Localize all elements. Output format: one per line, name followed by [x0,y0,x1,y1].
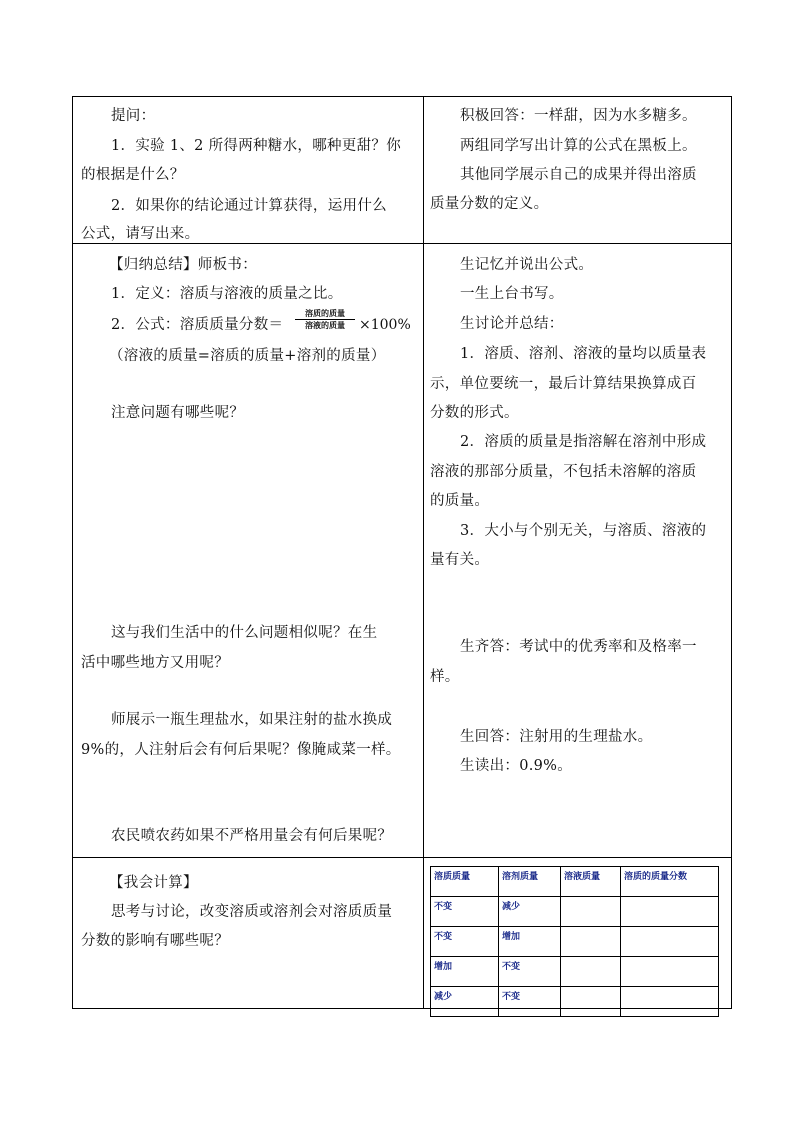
saline-line2: 9%的，人注射后会有何后果呢？像腌咸菜一样。 [81,742,401,758]
row1-right-cell [424,97,732,244]
question-2-line2: 公式，请写出来。 [81,226,200,242]
table-cell: 不变 [431,897,499,927]
table-cell[interactable] [561,897,621,927]
point3-line1: 3．大小与个别无关，与溶质、溶液的 [460,523,707,539]
answer-line3: 其他同学展示自己的成果并得出溶质 [460,167,697,183]
row2-right-cell [424,244,732,858]
table-cell[interactable] [561,987,621,1017]
answer-line4: 质量分数的定义。 [430,196,549,212]
calc-heading: 【我会计算】 [109,875,198,891]
answer-line2: 两组同学写出计算的公式在黑板上。 [460,138,697,154]
exam-answer-line1: 生齐答：考试中的优秀率和及格率一 [460,639,697,655]
student-discuss: 生讨论并总结： [460,316,564,332]
formula-suffix: ×100% [359,317,411,333]
point2-line3: 的质量。 [430,493,490,509]
life-question-line1: 这与我们生活中的什么问题相似呢？在生 [111,625,378,641]
point1-line3: 分数的形式。 [430,405,519,421]
table-row [431,987,719,1017]
question-2-line1: 2．如果你的结论通过计算获得，运用什么 [111,198,387,214]
formula-numerator: 溶质的质量 [305,308,345,318]
point1-line1: 1．溶质、溶剂、溶液的量均以质量表 [460,346,707,362]
table-row [431,957,719,987]
student-write: 一生上台书写。 [460,286,564,302]
formula-note: （溶液的质量=溶质的质量+溶剂的质量） [109,348,386,364]
header-solute-mass: 溶质质量 [431,867,499,897]
attention-question: 注意问题有哪些呢？ [111,405,245,421]
table-cell: 增加 [499,927,561,957]
table-cell[interactable] [621,957,719,987]
table-cell[interactable] [621,987,719,1017]
saline-reading: 生读出：0.9%。 [460,758,573,774]
question-1-line2: 的根据是什么？ [81,167,185,183]
formula-denominator: 溶液的质量 [305,320,345,330]
question-1-line1: 1．实验 1、2 所得两种糖水，哪种更甜？你 [111,138,401,154]
table-cell[interactable] [561,957,621,987]
table-cell: 不变 [431,927,499,957]
row2-left-cell [73,244,424,858]
header-solvent-mass: 溶剂质量 [499,867,561,897]
answer-line1: 积极回答：一样甜，因为水多糖多。 [460,108,697,124]
table-cell: 不变 [499,957,561,987]
exam-answer-line2: 样。 [430,669,460,685]
header-mass-fraction: 溶质的质量分数 [621,867,719,897]
saline-line1: 师展示一瓶生理盐水，如果注射的盐水换成 [111,712,393,728]
calc-question-line2: 分数的影响有哪些呢？ [81,933,229,949]
calc-table [430,866,719,1017]
formula-label: 2．公式：溶质质量分数＝ [111,317,284,333]
table-cell[interactable] [621,927,719,957]
calc-question-line1: 思考与讨论，改变溶质或溶剂会对溶质质量 [111,904,393,920]
calc-table-header [431,867,719,897]
table-cell: 减少 [499,897,561,927]
farmer-question: 农民喷农药如果不严格用量会有何后果呢？ [111,828,393,844]
life-question-line2: 活中哪些地方又用呢？ [81,655,229,671]
table-row [431,897,719,927]
point2-line2: 溶液的那部分质量，不包括未溶解的溶质 [430,464,697,480]
point2-line1: 2．溶质的质量是指溶解在溶剂中形成 [460,434,707,450]
summary-heading: 【归纳总结】师板书： [109,257,257,273]
formula-fraction [295,309,355,330]
table-cell[interactable] [621,897,719,927]
saline-answer: 生回答：注射用的生理盐水。 [460,729,653,745]
table-cell[interactable] [561,927,621,957]
point1-line2: 示，单位要统一，最后计算结果换算成百 [430,376,697,392]
definition: 1．定义：溶质与溶液的质量之比。 [111,286,343,302]
table-cell: 不变 [499,987,561,1017]
point3-line2: 量有关。 [430,552,490,568]
table-cell: 减少 [431,987,499,1017]
question-heading: 提问： [111,108,156,124]
table-cell: 增加 [431,957,499,987]
header-solution-mass: 溶液质量 [561,867,621,897]
row3-left-cell [73,858,424,1009]
table-row [431,927,719,957]
student-recall: 生记忆并说出公式。 [460,257,594,273]
row1-left-cell [73,97,424,244]
